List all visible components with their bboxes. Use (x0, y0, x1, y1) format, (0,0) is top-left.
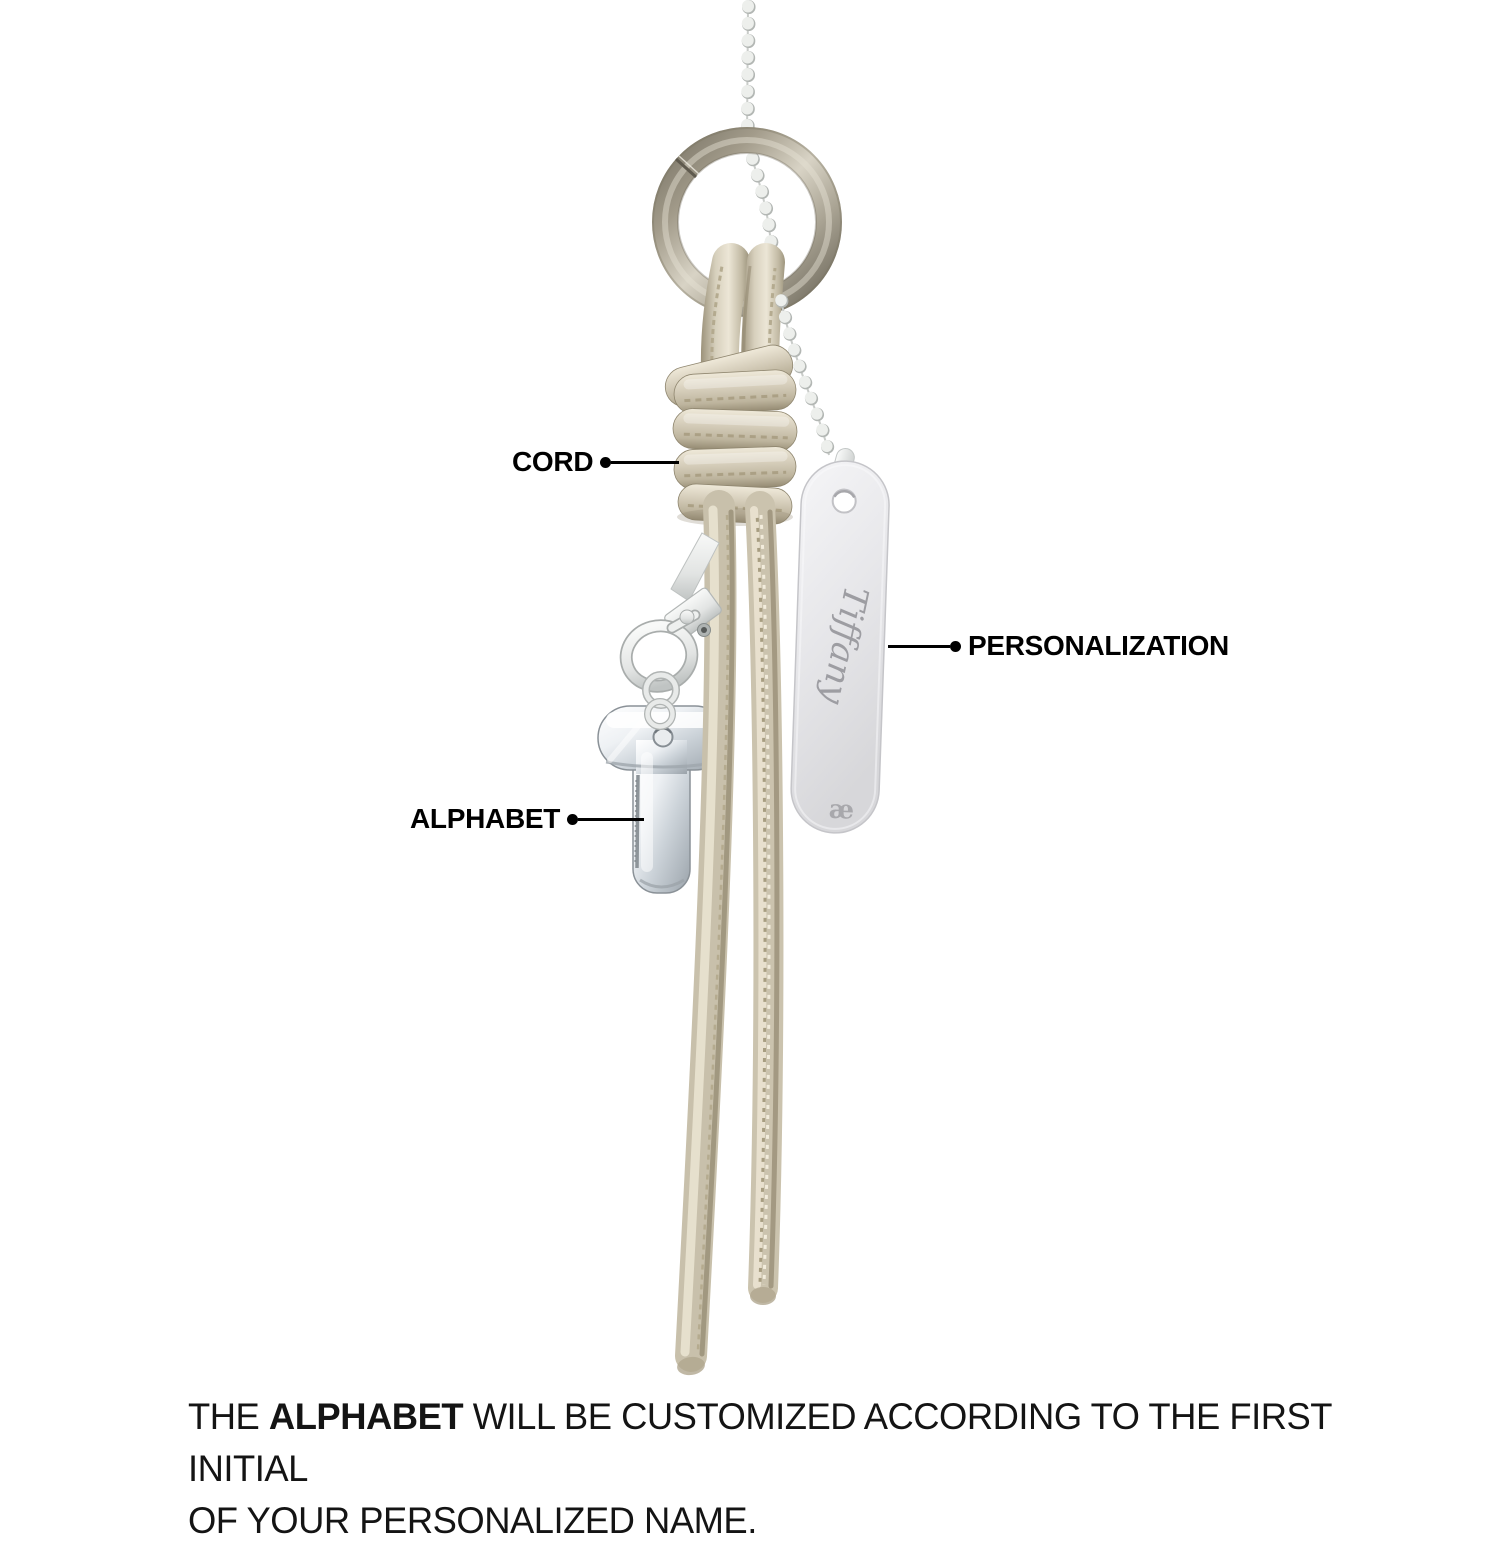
caption-line-1 (188, 1390, 1449, 1494)
cord-callout-line (611, 461, 679, 464)
alphabet-callout-line (578, 818, 644, 821)
personalization-callout-line (888, 645, 950, 648)
caption-text: OF YOUR PERSONALIZED NAME. (188, 1499, 757, 1541)
caption-text: THE (188, 1395, 269, 1437)
tag-engraving-text: Tiffany (812, 582, 876, 708)
cord-label: CORD (512, 446, 594, 477)
alphabet-label: ALPHABET (410, 803, 561, 834)
alphabet-annotation (410, 802, 644, 836)
caption (188, 1390, 1449, 1546)
caption-bold-text: ALPHABET (268, 1395, 464, 1437)
caption-text: WILL BE CUSTOMIZED ACCORDING TO THE FIRST INITIAL (188, 1395, 1332, 1489)
personalization-label: PERSONALIZATION (968, 630, 1229, 661)
label-dot-icon (950, 641, 961, 652)
brand-monogram-icon: æ (828, 794, 855, 826)
label-dot-icon (600, 457, 611, 468)
caption-line-2 (188, 1494, 1449, 1546)
personalization-annotation (888, 629, 1229, 663)
cord-strand-right (750, 506, 777, 1305)
cord-annotation (512, 445, 679, 479)
label-dot-icon (567, 814, 578, 825)
personalization-tag (790, 445, 891, 834)
tag-hole (832, 489, 856, 513)
